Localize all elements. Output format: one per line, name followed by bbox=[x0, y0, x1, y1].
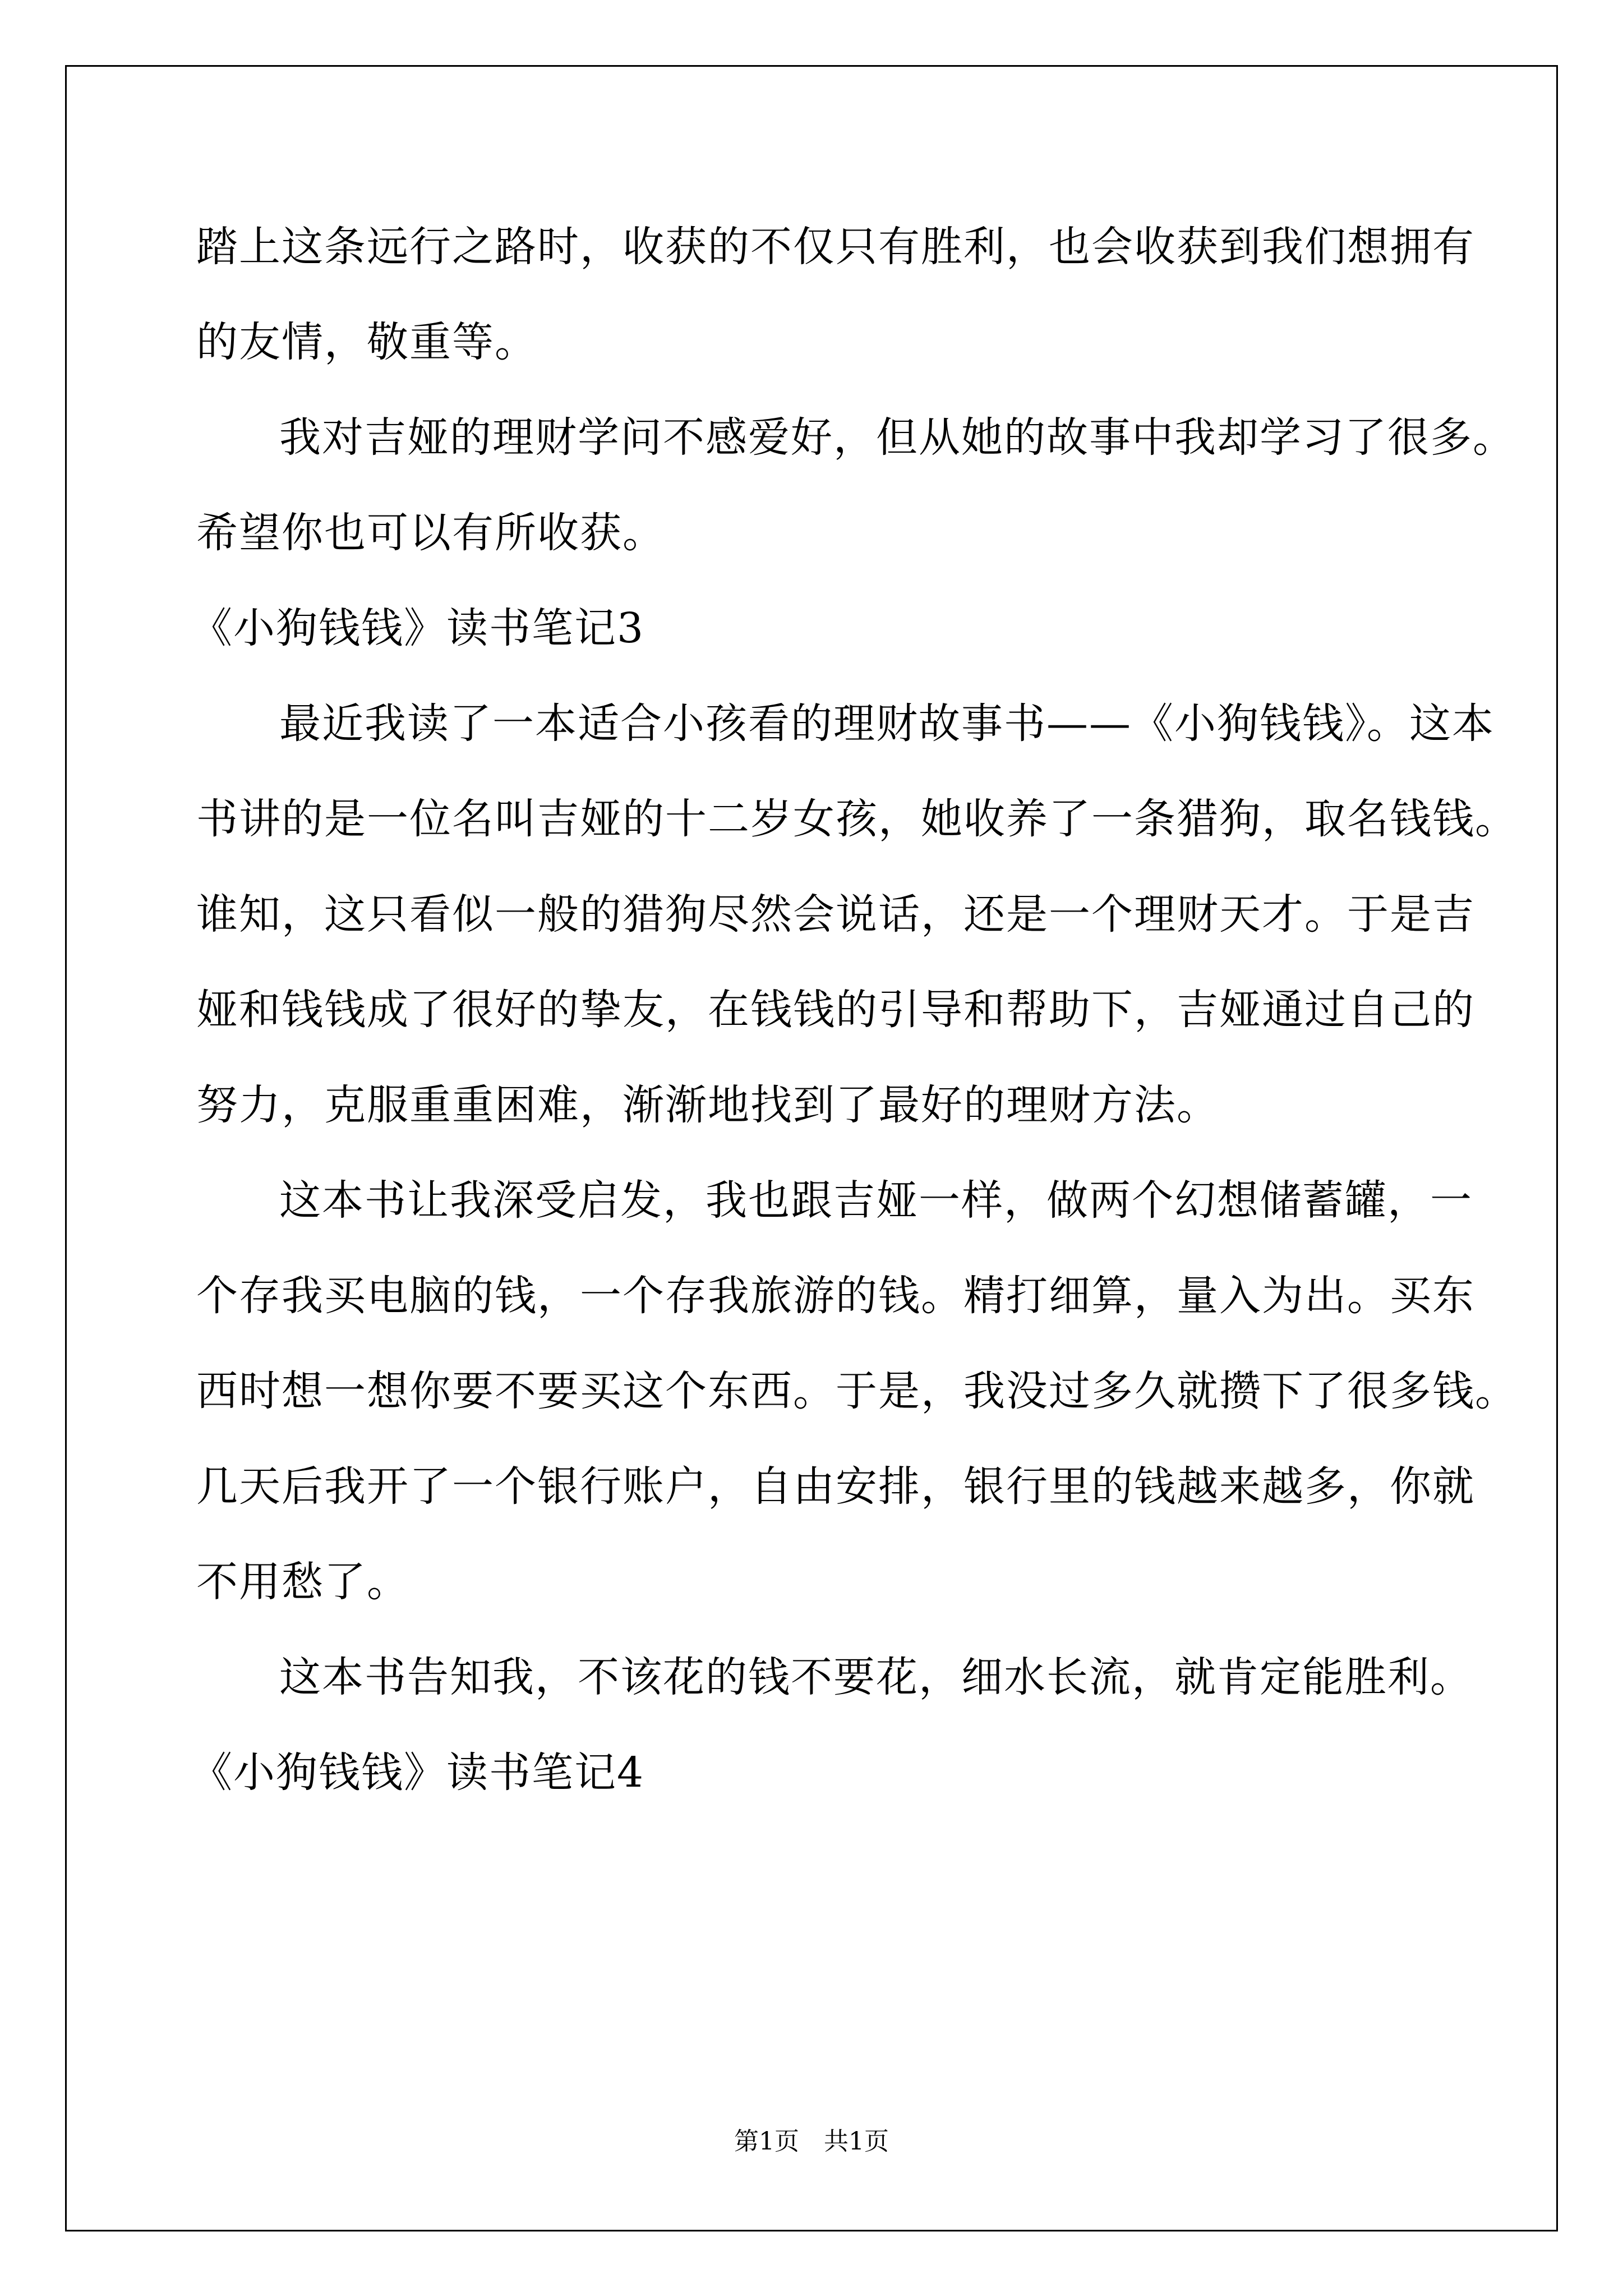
page-footer: 第1页 共1页 bbox=[734, 2127, 889, 2156]
paragraph-line: 这本书让我深受启发，我也跟吉娅一样，做两个幻想储蓄罐，一 bbox=[279, 1176, 1473, 1225]
paragraph-line: 娅和钱钱成了很好的挚友，在钱钱的引导和帮助下，吉娅通过自己的 bbox=[196, 986, 1475, 1034]
paragraph-line: 努力，克服重重困难，渐渐地找到了最好的理财方法。 bbox=[196, 1081, 1219, 1129]
paragraph-line: 我对吉娅的理财学问不感爱好，但从她的故事中我却学习了很多。 bbox=[279, 413, 1515, 462]
paragraph-line: 几天后我开了一个银行账户，自由安排，银行里的钱越来越多，你就 bbox=[196, 1462, 1475, 1511]
section-heading: 《小狗钱钱》读书笔记4 bbox=[191, 1749, 645, 1797]
paragraph-line: 不用愁了。 bbox=[196, 1558, 409, 1606]
paragraph-line: 西时想一想你要不要买这个东西。于是，我没过多久就攒下了很多钱。 bbox=[196, 1367, 1518, 1415]
paragraph-line: 个存我买电脑的钱，一个存我旅游的钱。精打细算，量入为出。买东 bbox=[196, 1272, 1475, 1320]
paragraph-line: 谁知，这只看似一般的猎狗尽然会说话，还是一个理财天才。于是吉 bbox=[196, 890, 1475, 938]
paragraph-line: 踏上这条远行之路时，收获的不仅只有胜利，也会收获到我们想拥有 bbox=[196, 223, 1475, 271]
paragraph-line: 书讲的是一位名叫吉娅的十二岁女孩，她收养了一条猎狗，取名钱钱。 bbox=[196, 795, 1518, 843]
section-heading: 《小狗钱钱》读书笔记3 bbox=[191, 604, 645, 652]
paragraph-line: 最近我读了一本适合小孩看的理财故事书——《小狗钱钱》。这本 bbox=[279, 700, 1495, 748]
paragraph-line: 希望你也可以有所收获。 bbox=[196, 509, 665, 557]
paragraph-line: 这本书告知我，不该花的钱不要花，细水长流，就肯定能胜利。 bbox=[279, 1653, 1473, 1701]
paragraph-line: 的友情，敬重等。 bbox=[196, 318, 537, 366]
page-border bbox=[65, 65, 1558, 2231]
